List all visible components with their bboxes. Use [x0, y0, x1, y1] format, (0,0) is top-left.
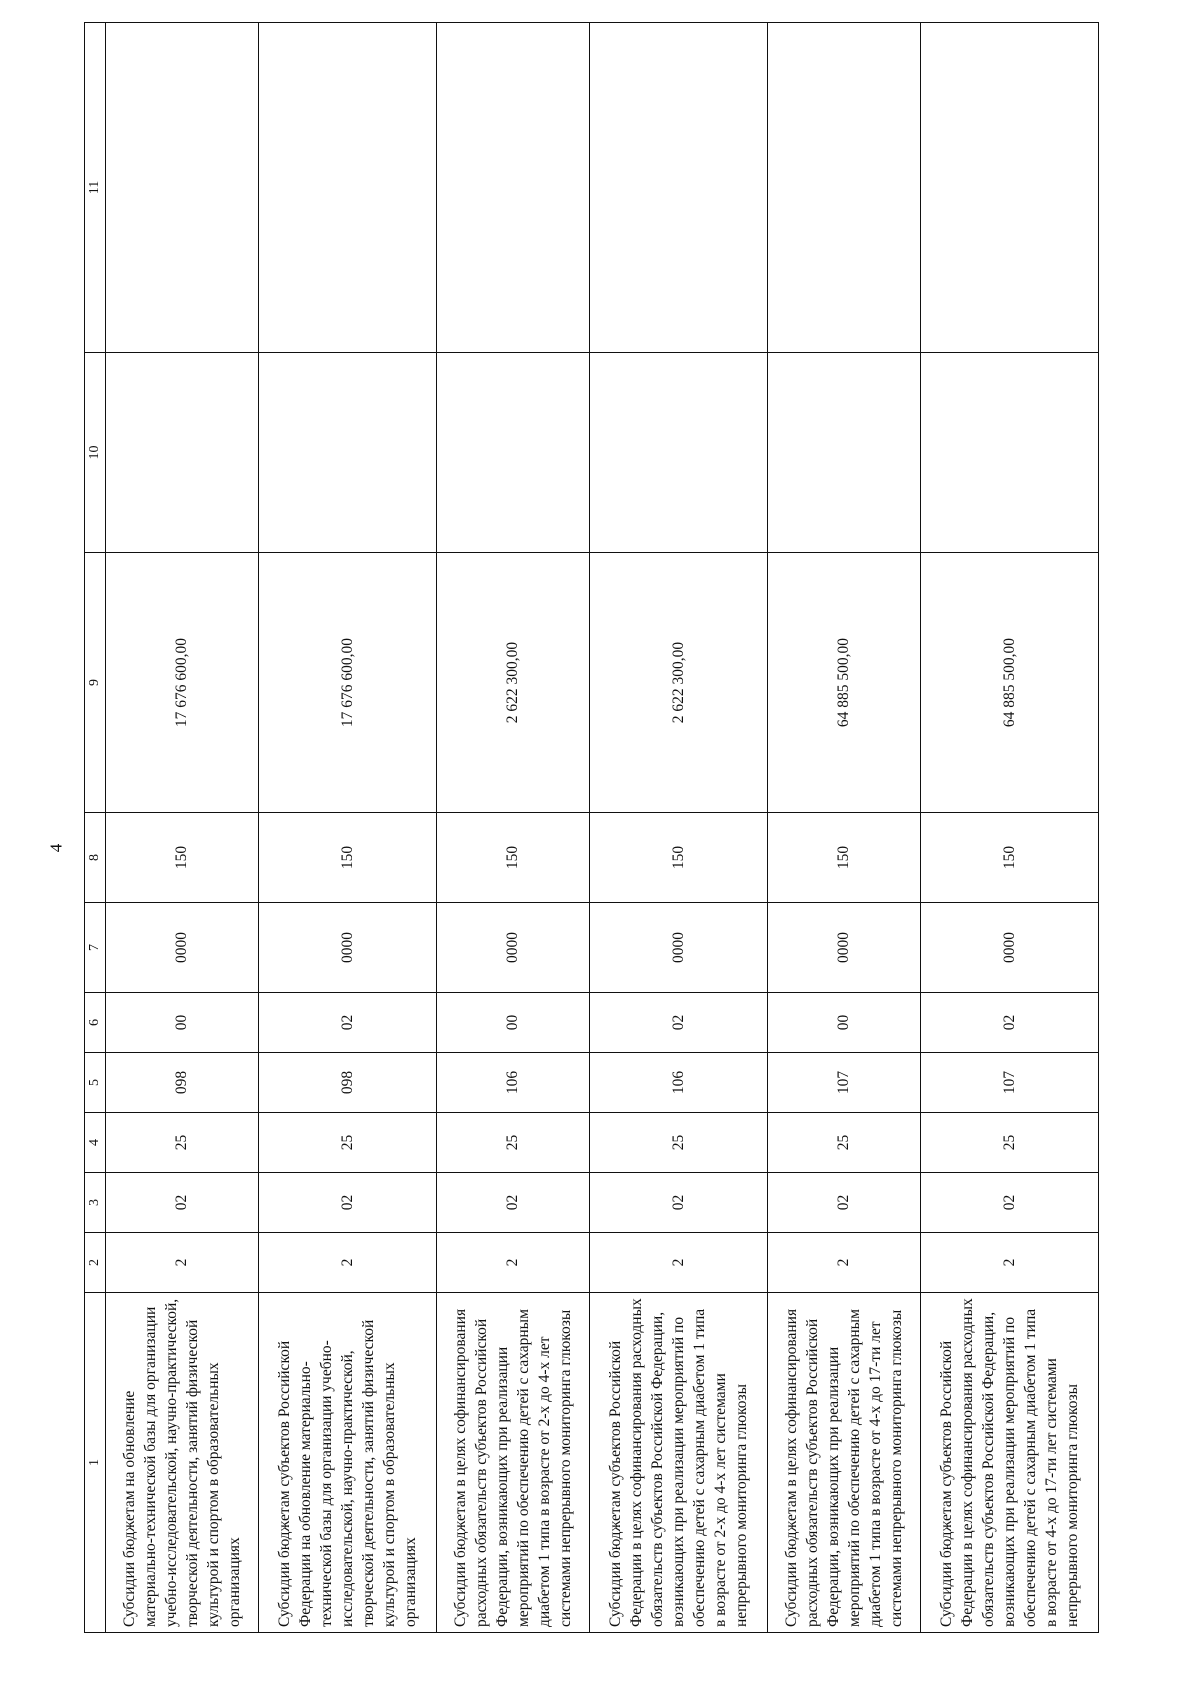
cell-col-3: 02 — [436, 1173, 589, 1233]
cell-col-3: 02 — [258, 1173, 436, 1233]
row-description: Субсидии бюджетам субъектов Российской Федерации в целях софинансирования расходных обязательств субъектов Российской Федерации, возникающих при реализации мероприятий по обеспечению детей с сахарным диабетом 1 типа в возрасте от 4-х до 17-ти лет системами непрерывного мониторинга глюкозы — [920, 1293, 1098, 1633]
cell-col-4: 25 — [767, 1113, 920, 1173]
column-header: 8 — [85, 813, 106, 903]
cell-col-6: 02 — [589, 993, 767, 1053]
cell-col-6: 02 — [258, 993, 436, 1053]
table-row — [767, 23, 920, 1633]
cell-col-8: 150 — [920, 813, 1098, 903]
cell-col-4: 25 — [258, 1113, 436, 1173]
cell-col-4: 25 — [920, 1113, 1098, 1173]
cell-col-9: 2 622 300,00 — [589, 553, 767, 813]
cell-col-5: 107 — [920, 1053, 1098, 1113]
cell-col-2: 2 — [258, 1233, 436, 1293]
cell-col-5: 106 — [436, 1053, 589, 1113]
cell-col-10 — [920, 353, 1098, 553]
cell-col-11 — [920, 23, 1098, 353]
table-row — [106, 23, 259, 1633]
cell-col-4: 25 — [436, 1113, 589, 1173]
cell-col-9: 17 676 600,00 — [106, 553, 259, 813]
cell-col-4: 25 — [106, 1113, 259, 1173]
table-row — [920, 23, 1098, 1633]
cell-col-2: 2 — [767, 1233, 920, 1293]
budget-table — [84, 22, 1099, 1633]
cell-col-11 — [258, 23, 436, 353]
cell-col-6: 00 — [436, 993, 589, 1053]
cell-col-2: 2 — [920, 1233, 1098, 1293]
cell-col-10 — [767, 353, 920, 553]
cell-col-11 — [106, 23, 259, 353]
row-description: Субсидии бюджетам субъектов Российской Федерации на обновление материально-технической базы для организации учебно-исследовательской, научно-практической, творческой деятельности, занятий физической культурой и спортом в образовательных организациях — [258, 1293, 436, 1633]
cell-col-8: 150 — [258, 813, 436, 903]
cell-col-5: 098 — [106, 1053, 259, 1113]
cell-col-9: 64 885 500,00 — [767, 553, 920, 813]
cell-col-8: 150 — [436, 813, 589, 903]
column-header: 11 — [85, 23, 106, 353]
row-description: Субсидии бюджетам в целях софинансирования расходных обязательств субъектов Российской Федерации, возникающих при реализации мероприятий по обеспечению детей с сахарным диабетом 1 типа в возрасте от 2-х до 4-х лет системами непрерывного мониторинга глюкозы — [436, 1293, 589, 1633]
cell-col-7: 0000 — [767, 903, 920, 993]
column-header: 10 — [85, 353, 106, 553]
cell-col-6: 00 — [106, 993, 259, 1053]
cell-col-7: 0000 — [920, 903, 1098, 993]
table-row — [258, 23, 436, 1633]
cell-col-8: 150 — [106, 813, 259, 903]
table-row — [436, 23, 589, 1633]
row-description: Субсидии бюджетам субъектов Российской Федерации в целях софинансирования расходных обязательств субъектов Российской Федерации, возникающих при реализации мероприятий по обеспечению детей с сахарным диабетом 1 типа в возрасте от 2-х до 4-х лет системами непрерывного мониторинга глюкозы — [589, 1293, 767, 1633]
cell-col-11 — [767, 23, 920, 353]
cell-col-9: 2 622 300,00 — [436, 553, 589, 813]
page-number: 4 — [46, 843, 66, 853]
cell-col-3: 02 — [767, 1173, 920, 1233]
row-description: Субсидии бюджетам на обновление материально-технической базы для организации учебно-исследовательской, научно-практической, творческой деятельности, занятий физической культурой и спортом в образовательных организациях — [106, 1293, 259, 1633]
column-header: 3 — [85, 1173, 106, 1233]
cell-col-7: 0000 — [258, 903, 436, 993]
cell-col-2: 2 — [589, 1233, 767, 1293]
cell-col-5: 107 — [767, 1053, 920, 1113]
cell-col-3: 02 — [920, 1173, 1098, 1233]
column-header: 2 — [85, 1233, 106, 1293]
cell-col-10 — [436, 353, 589, 553]
column-header: 7 — [85, 903, 106, 993]
column-header: 6 — [85, 993, 106, 1053]
cell-col-9: 17 676 600,00 — [258, 553, 436, 813]
cell-col-10 — [106, 353, 259, 553]
column-header: 9 — [85, 553, 106, 813]
cell-col-7: 0000 — [106, 903, 259, 993]
cell-col-3: 02 — [589, 1173, 767, 1233]
cell-col-6: 02 — [920, 993, 1098, 1053]
cell-col-8: 150 — [589, 813, 767, 903]
cell-col-5: 098 — [258, 1053, 436, 1113]
cell-col-2: 2 — [106, 1233, 259, 1293]
column-header-row — [85, 23, 106, 1633]
cell-col-7: 0000 — [436, 903, 589, 993]
cell-col-11 — [589, 23, 767, 353]
cell-col-7: 0000 — [589, 903, 767, 993]
column-header: 4 — [85, 1113, 106, 1173]
cell-col-2: 2 — [436, 1233, 589, 1293]
column-header: 5 — [85, 1053, 106, 1113]
cell-col-9: 64 885 500,00 — [920, 553, 1098, 813]
cell-col-3: 02 — [106, 1173, 259, 1233]
column-header: 1 — [85, 1293, 106, 1633]
cell-col-6: 00 — [767, 993, 920, 1053]
cell-col-5: 106 — [589, 1053, 767, 1113]
cell-col-8: 150 — [767, 813, 920, 903]
cell-col-10 — [589, 353, 767, 553]
row-description: Субсидии бюджетам в целях софинансирования расходных обязательств субъектов Российской Федерации, возникающих при реализации мероприятий по обеспечению детей с сахарным диабетом 1 типа в возрасте от 4-х до 17-ти лет системами непрерывного мониторинга глюкозы — [767, 1293, 920, 1633]
table-row — [589, 23, 767, 1633]
cell-col-11 — [436, 23, 589, 353]
cell-col-10 — [258, 353, 436, 553]
cell-col-4: 25 — [589, 1113, 767, 1173]
